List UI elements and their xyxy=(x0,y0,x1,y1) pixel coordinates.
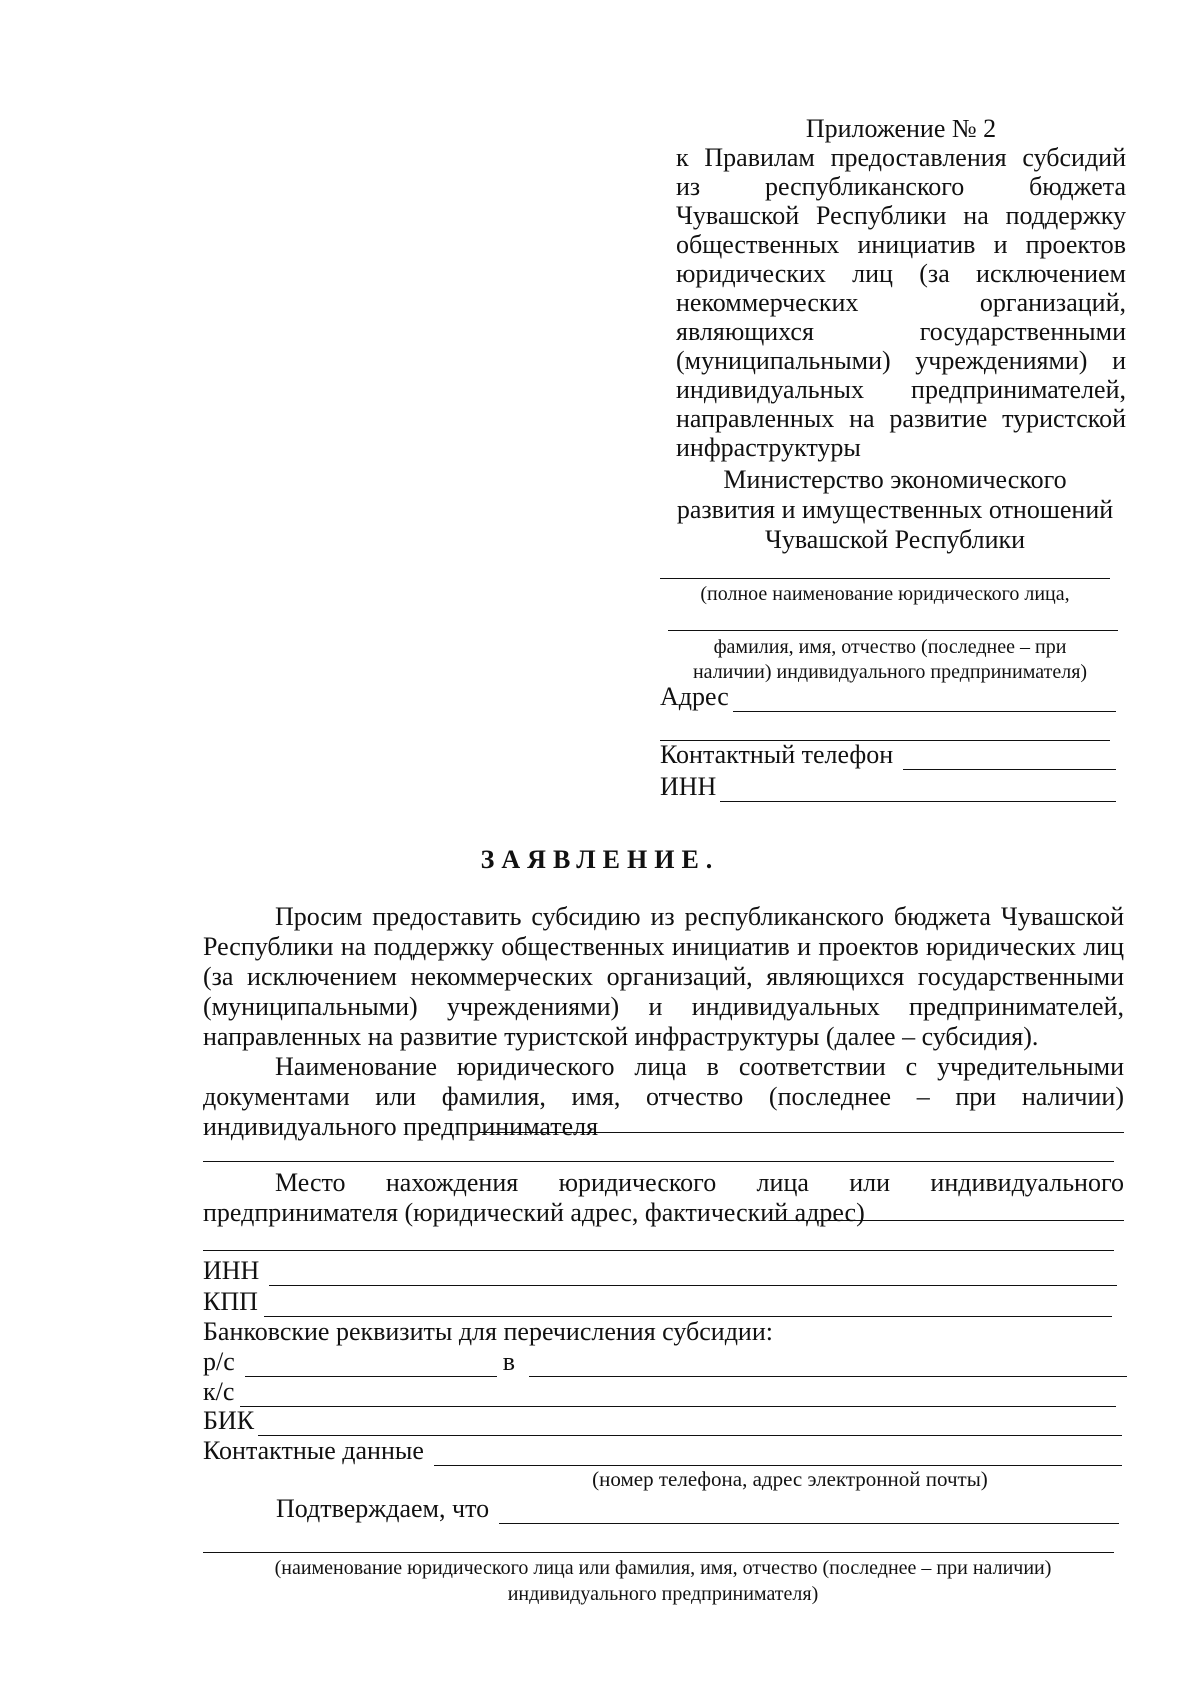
contacts-row[interactable] xyxy=(203,1436,1122,1466)
confirm-row[interactable] xyxy=(276,1494,1119,1524)
applicant-caption-2a: фамилия, имя, отчество (последнее – при xyxy=(713,636,1067,658)
confirm-input-line-2[interactable] xyxy=(203,1552,1114,1553)
applicant-name-line-2[interactable] xyxy=(668,630,1118,631)
ks-label: к/с xyxy=(203,1377,235,1406)
rs-input-line[interactable] xyxy=(245,1354,497,1377)
confirm-caption-2: индивидуального предпринимателя) xyxy=(507,1583,819,1605)
phone-input-line[interactable] xyxy=(903,747,1116,770)
rs-row[interactable] xyxy=(203,1347,1127,1377)
ministry-block xyxy=(660,465,1130,555)
paragraph-name xyxy=(203,1052,1124,1142)
inn-input-line[interactable] xyxy=(269,1263,1117,1286)
inn-row[interactable] xyxy=(203,1256,1117,1286)
paragraph-request-text: Просим предоставить субсидию из республиканского бюджета Чувашской Республики на поддержку общественных инициатив и проектов юридических лиц (за исключением некоммерческих организаций, являющихся государственными (муниципальными) учреждениями) и индивидуальных предпринимателей, направленных на развитие туристской инфраструктуры (далее – субсидия). xyxy=(203,902,1124,1051)
ministry-line-3: Чувашской Республики xyxy=(764,525,1026,554)
phone-label: Контактный телефон xyxy=(660,740,894,769)
contacts-input-line[interactable] xyxy=(434,1443,1122,1466)
paragraph-name-text: Наименование юридического лица в соответствии с учредительными документами или фамилия, имя, отчество (последнее – при наличии) индивидуального предпринимателя xyxy=(203,1052,1124,1141)
inn-label: ИНН xyxy=(203,1256,260,1285)
applicant-name-line-1[interactable] xyxy=(660,578,1110,579)
confirm-label: Подтверждаем, что xyxy=(276,1494,490,1523)
location-input-line-1[interactable] xyxy=(770,1220,1124,1221)
bik-row[interactable] xyxy=(203,1406,1122,1436)
contacts-caption: (номер телефона, адрес электронной почты) xyxy=(592,1467,988,1491)
address-label: Адрес xyxy=(660,682,729,711)
ministry-line-2: развития и имущественных отношений xyxy=(676,495,1114,524)
inn-label-header: ИНН xyxy=(660,772,717,801)
appendix-block xyxy=(676,114,1126,462)
appendix-number: Приложение № 2 xyxy=(805,114,997,143)
inn-field-header[interactable] xyxy=(660,772,1116,802)
kpp-row[interactable] xyxy=(203,1287,1112,1317)
kpp-label: КПП xyxy=(203,1287,258,1316)
confirm-caption-1: (наименование юридического лица или фамилия, имя, отчество (последнее – при наличии) xyxy=(274,1557,1052,1579)
bik-label: БИК xyxy=(203,1406,255,1435)
applicant-caption-1: (полное наименование юридического лица, xyxy=(700,583,1070,605)
phone-field[interactable] xyxy=(660,740,1116,770)
rs-label: р/с xyxy=(203,1347,235,1376)
kpp-input-line[interactable] xyxy=(264,1294,1112,1317)
paragraph-request xyxy=(203,902,1124,1052)
location-input-line-2[interactable] xyxy=(203,1250,1114,1251)
requisites-row xyxy=(203,1317,773,1347)
appendix-text: к Правилам предоставления субсидий из республиканского бюджета Чувашской Республики на поддержку общественных инициатив и проектов юридических лиц (за исключением некоммерческих организаций, являющихся государственными (муниципальными) учреждениями) и индивидуальных предпринимателей, направленных на развитие туристской инфраструктуры xyxy=(676,143,1126,462)
document-title: ЗАЯВЛЕНИЕ. xyxy=(480,845,720,874)
contacts-label: Контактные данные xyxy=(203,1436,424,1465)
bik-input-line[interactable] xyxy=(258,1413,1122,1436)
paragraph-location xyxy=(203,1168,1124,1228)
bank-name-input-line[interactable] xyxy=(529,1354,1127,1377)
applicant-caption-2b: наличии) индивидуального предпринимателя) xyxy=(692,661,1088,683)
in-label: в xyxy=(502,1347,516,1376)
name-input-line-1[interactable] xyxy=(478,1132,1124,1133)
ministry-line-1: Министерство экономического xyxy=(723,465,1067,494)
name-input-line-2[interactable] xyxy=(203,1161,1114,1162)
confirm-input-line[interactable] xyxy=(499,1501,1119,1524)
address-field[interactable] xyxy=(660,682,1116,712)
ks-row[interactable] xyxy=(203,1377,1116,1407)
address-input-line[interactable] xyxy=(733,689,1116,712)
inn-input-line-header[interactable] xyxy=(720,779,1116,802)
requisites-label: Банковские реквизиты для перечисления субсидии: xyxy=(203,1317,773,1346)
paragraph-location-text: Место нахождения юридического лица или индивидуального предпринимателя (юридический адрес, фактический адрес) xyxy=(203,1168,1124,1227)
ks-input-line[interactable] xyxy=(240,1384,1116,1407)
